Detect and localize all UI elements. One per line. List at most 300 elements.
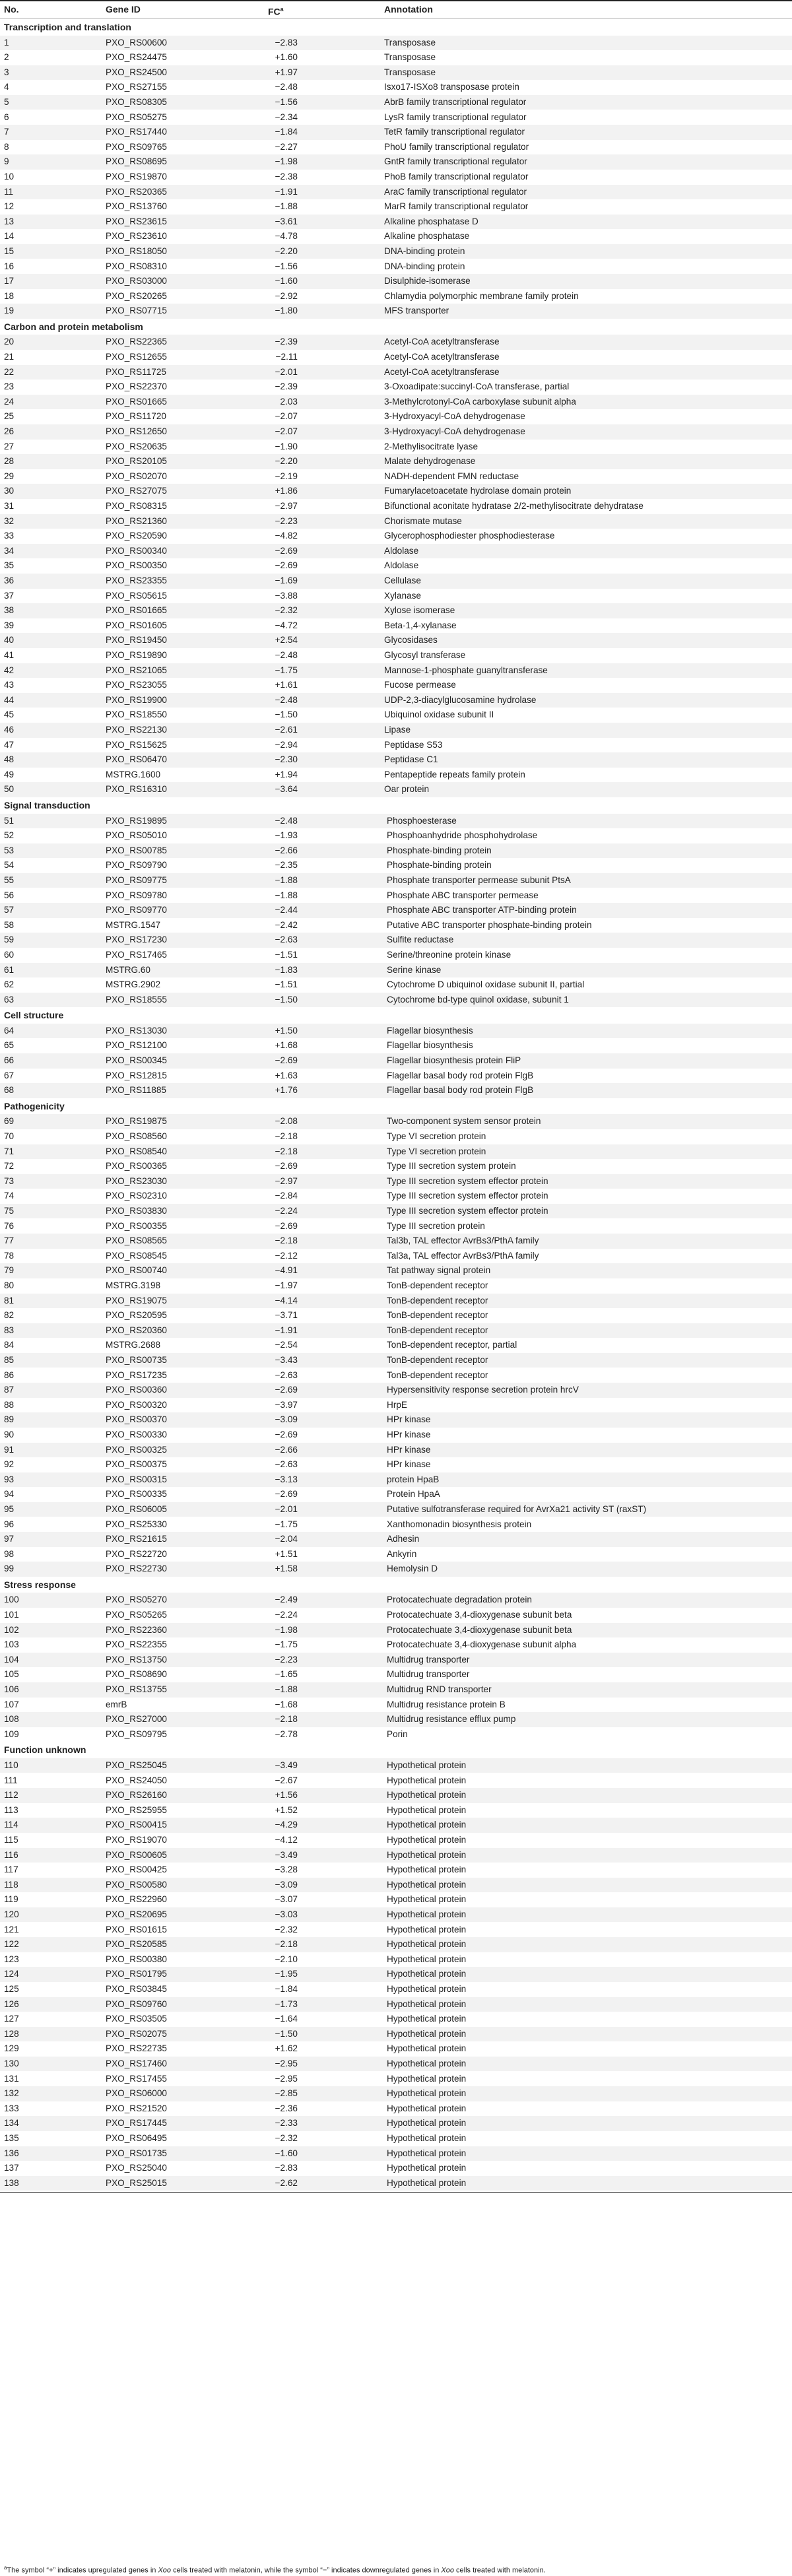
- cell-gene-id: PXO_RS00335: [106, 1489, 167, 1500]
- table-row: [0, 529, 792, 544]
- table-row: [0, 2057, 792, 2072]
- cell-fc: +1.61: [275, 680, 298, 690]
- cell-annotation: DNA-binding protein: [384, 246, 465, 256]
- cell-no: 116: [4, 1849, 18, 1860]
- cell-fc: −3.49: [275, 1849, 298, 1860]
- cell-annotation: Glycerophosphodiester phosphodiesterase: [384, 531, 555, 541]
- cell-gene-id: PXO_RS22130: [106, 725, 167, 735]
- cell-gene-id: PXO_RS00600: [106, 37, 167, 48]
- cell-fc: −2.32: [275, 2132, 298, 2143]
- cell-annotation: PhoB family transcriptional regulator: [384, 171, 529, 182]
- cell-annotation: Two-component system sensor protein: [387, 1116, 541, 1127]
- cell-fc: −1.73: [275, 1998, 298, 2009]
- cell-gene-id: PXO_RS09775: [106, 875, 167, 885]
- cell-gene-id: PXO_RS06470: [106, 754, 167, 765]
- cell-fc: +1.56: [275, 1790, 298, 1800]
- cell-fc: +1.94: [275, 769, 298, 779]
- table-row: [0, 365, 792, 380]
- cell-fc: −2.78: [275, 1729, 298, 1739]
- table-row: [0, 1129, 792, 1144]
- cell-no: 121: [4, 1924, 19, 1934]
- table-row: [0, 828, 792, 843]
- cell-annotation: Adhesin: [387, 1534, 420, 1544]
- cell-annotation: TetR family transcriptional regulator: [384, 127, 525, 137]
- cell-no: 108: [4, 1714, 19, 1725]
- cell-gene-id: PXO_RS05265: [106, 1610, 167, 1620]
- cell-no: 48: [4, 754, 15, 765]
- cell-annotation: Ankyrin: [387, 1548, 417, 1559]
- cell-no: 46: [4, 725, 15, 735]
- footnote-text-1: The symbol “+” indicates upregulated genes in: [7, 2566, 158, 2575]
- cell-fc: −2.08: [275, 1116, 298, 1127]
- cell-no: 101: [4, 1610, 19, 1620]
- cell-fc: −4.14: [275, 1295, 298, 1305]
- section-title: Carbon and protein metabolism: [4, 321, 143, 332]
- cell-fc: −2.66: [275, 1444, 298, 1455]
- cell-gene-id: PXO_RS00330: [106, 1429, 167, 1439]
- cell-no: 62: [4, 979, 15, 990]
- cell-annotation: Ubiquinol oxidase subunit II: [384, 710, 494, 720]
- cell-annotation: Acetyl-CoA acetyltransferase: [384, 352, 500, 362]
- table-row: [0, 424, 792, 440]
- cell-gene-id: PXO_RS05615: [106, 590, 167, 601]
- cell-gene-id: PXO_RS09770: [106, 905, 167, 915]
- cell-annotation: Type III secretion system effector protein: [387, 1205, 548, 1216]
- cell-annotation: NADH-dependent FMN reductase: [384, 471, 519, 481]
- cell-annotation: Xanthomonadin biosynthesis protein: [387, 1519, 532, 1529]
- cell-no: 49: [4, 769, 15, 779]
- cell-gene-id: PXO_RS00345: [106, 1055, 167, 1065]
- cell-gene-id: PXO_RS17460: [106, 2058, 167, 2068]
- cell-no: 77: [4, 1236, 15, 1246]
- table-row: [0, 1593, 792, 1608]
- table-row: [0, 1863, 792, 1878]
- cell-fc: −1.64: [275, 2014, 298, 2024]
- table-row: [0, 229, 792, 244]
- cell-fc: −1.51: [275, 949, 298, 960]
- cell-gene-id: PXO_RS06005: [106, 1503, 167, 1514]
- table-row: [0, 335, 792, 350]
- cell-annotation: Hypothetical protein: [387, 1998, 467, 2009]
- table-header-row: [0, 2, 792, 17]
- cell-annotation: Alkaline phosphatase D: [384, 216, 478, 226]
- section-title: Stress response: [4, 1579, 76, 1590]
- cell-no: 15: [4, 246, 15, 256]
- cell-annotation: Pentapeptide repeats family protein: [384, 769, 525, 779]
- table-row: [0, 1204, 792, 1219]
- cell-no: 99: [4, 1564, 15, 1574]
- cell-fc: −1.84: [275, 1983, 298, 1994]
- cell-annotation: Hypothetical protein: [387, 2177, 467, 2188]
- table-row: [0, 2041, 792, 2057]
- cell-annotation: Phosphoesterase: [387, 815, 457, 826]
- table-row: [0, 963, 792, 978]
- cell-gene-id: PXO_RS08310: [106, 261, 167, 271]
- table-row: [0, 1263, 792, 1278]
- cell-gene-id: PXO_RS09790: [106, 860, 167, 871]
- cell-annotation: Hypersensitivity response secretion protein hrcV: [387, 1385, 579, 1395]
- table-row: [0, 858, 792, 873]
- header-fc: [268, 2, 301, 19]
- cell-no: 130: [4, 2058, 19, 2068]
- cell-no: 66: [4, 1055, 15, 1065]
- cell-annotation: DNA-binding protein: [384, 261, 465, 271]
- table-row: [0, 618, 792, 634]
- cell-annotation: Multidrug transporter: [387, 1669, 470, 1680]
- table-row: [0, 454, 792, 469]
- cell-annotation: Hypothetical protein: [387, 2014, 467, 2024]
- cell-no: 54: [4, 860, 15, 871]
- cell-no: 56: [4, 890, 15, 900]
- cell-annotation: HrpE: [387, 1399, 407, 1410]
- table-row: [0, 50, 792, 65]
- cell-no: 16: [4, 261, 15, 271]
- cell-gene-id: PXO_RS03000: [106, 276, 167, 286]
- cell-no: 30: [4, 486, 15, 496]
- cell-annotation: Phosphate ABC transporter permease: [387, 890, 539, 900]
- cell-gene-id: PXO_RS06495: [106, 2132, 167, 2143]
- cell-no: 84: [4, 1340, 15, 1350]
- table-row: [0, 1083, 792, 1098]
- cell-annotation: Hypothetical protein: [387, 1760, 467, 1770]
- cell-fc: −2.24: [275, 1610, 298, 1620]
- cell-gene-id: PXO_RS01735: [106, 2148, 167, 2158]
- cell-fc: +1.63: [275, 1070, 298, 1080]
- cell-gene-id: PXO_RS19070: [106, 1834, 167, 1845]
- cell-annotation: HPr kinase: [387, 1444, 431, 1455]
- cell-annotation: Peptidase S53: [384, 739, 443, 750]
- cell-gene-id: PXO_RS00735: [106, 1354, 167, 1365]
- cell-annotation: Hypothetical protein: [387, 2058, 467, 2068]
- cell-fc: −3.09: [275, 1414, 298, 1425]
- cell-annotation: Protocatechuate 3,4-dioxygenase subunit beta: [387, 1624, 572, 1635]
- cell-no: 104: [4, 1654, 19, 1665]
- cell-no: 123: [4, 1954, 19, 1964]
- table-row: [0, 1848, 792, 1863]
- table-row: [0, 723, 792, 738]
- table-row: [0, 1833, 792, 1848]
- cell-annotation: Hypothetical protein: [387, 1983, 467, 1994]
- cell-fc: −2.69: [275, 560, 298, 571]
- cell-fc: −2.18: [275, 1939, 298, 1950]
- cell-annotation: Hypothetical protein: [387, 1790, 467, 1800]
- table-row: [0, 814, 792, 829]
- cell-fc: −1.69: [275, 576, 298, 585]
- cell-no: 95: [4, 1503, 15, 1514]
- table-row: [0, 65, 792, 81]
- cell-gene-id: PXO_RS09795: [106, 1729, 167, 1739]
- cell-gene-id: PXO_RS05270: [106, 1595, 167, 1605]
- cell-gene-id: PXO_RS19890: [106, 650, 167, 660]
- table-row: [0, 1114, 792, 1129]
- cell-fc: −1.56: [275, 261, 298, 271]
- cell-fc: +1.86: [275, 486, 298, 496]
- cell-gene-id: PXO_RS00415: [106, 1820, 167, 1830]
- cell-fc: −4.12: [275, 1834, 298, 1845]
- cell-annotation: Serine kinase: [387, 964, 442, 975]
- cell-gene-id: PXO_RS20595: [106, 1310, 167, 1321]
- cell-no: 102: [4, 1624, 19, 1635]
- cell-annotation: Flagellar biosynthesis: [387, 1025, 473, 1036]
- cell-annotation: Hypothetical protein: [387, 1879, 467, 1890]
- cell-gene-id: PXO_RS13030: [106, 1025, 167, 1036]
- cell-no: 69: [4, 1116, 15, 1127]
- cell-gene-id: emrB: [106, 1699, 127, 1709]
- cell-fc: −3.09: [275, 1879, 298, 1890]
- cell-annotation: 3-Hydroxyacyl-CoA dehydrogenase: [384, 426, 525, 436]
- cell-fc: −2.92: [275, 290, 298, 301]
- cell-annotation: Transposase: [384, 67, 436, 77]
- cell-no: 96: [4, 1519, 15, 1529]
- table-row: [0, 110, 792, 125]
- cell-no: 25: [4, 411, 15, 422]
- footnote-marker: a: [4, 2565, 7, 2571]
- cell-gene-id: PXO_RS00425: [106, 1865, 167, 1875]
- cell-annotation: 3-Hydroxyacyl-CoA dehydrogenase: [384, 411, 525, 422]
- cell-gene-id: PXO_RS00365: [106, 1161, 167, 1172]
- cell-annotation: Fucose permease: [384, 680, 456, 690]
- table-row: [0, 1294, 792, 1309]
- table-row: [0, 140, 792, 155]
- cell-no: 92: [4, 1459, 15, 1470]
- table-row: [0, 154, 792, 170]
- cell-no: 137: [4, 2163, 19, 2173]
- cell-gene-id: MSTRG.60: [106, 964, 150, 975]
- cell-fc: −2.23: [275, 1654, 298, 1665]
- cell-fc: 2.03: [280, 396, 298, 407]
- cell-annotation: 2-Methylisocitrate lyase: [384, 441, 478, 451]
- cell-fc: −3.61: [275, 216, 298, 226]
- cell-no: 21: [4, 352, 15, 362]
- cell-gene-id: PXO_RS00375: [106, 1459, 167, 1470]
- cell-fc: +1.68: [275, 1040, 298, 1051]
- table-row: [0, 589, 792, 604]
- cell-fc: +1.60: [275, 52, 298, 63]
- table-row: [0, 1517, 792, 1533]
- cell-gene-id: PXO_RS00605: [106, 1849, 167, 1860]
- table-row: [0, 1952, 792, 1967]
- cell-gene-id: PXO_RS06000: [106, 2088, 167, 2099]
- table-row: [0, 888, 792, 904]
- table-row: [0, 1773, 792, 1789]
- header-fc-superscript: a: [280, 6, 284, 13]
- cell-gene-id: PXO_RS00370: [106, 1414, 167, 1425]
- cell-gene-id: PXO_RS19870: [106, 171, 167, 182]
- cell-fc: −1.83: [275, 964, 298, 975]
- table-row: [0, 2072, 792, 2087]
- cell-fc: −1.98: [275, 156, 298, 167]
- cell-fc: −1.91: [275, 186, 298, 197]
- cell-fc: −2.54: [275, 1340, 298, 1350]
- cell-fc: −1.93: [275, 830, 298, 841]
- footnote-italic-1: Xoo: [158, 2566, 172, 2575]
- cell-fc: −1.95: [275, 1969, 298, 1979]
- cell-annotation: Cellulase: [384, 576, 421, 585]
- cell-fc: −1.60: [275, 2148, 298, 2158]
- cell-annotation: TonB-dependent receptor: [387, 1370, 488, 1380]
- cell-no: 79: [4, 1265, 15, 1276]
- cell-gene-id: PXO_RS18050: [106, 246, 167, 256]
- cell-gene-id: PXO_RS12650: [106, 426, 167, 436]
- cell-annotation: Hypothetical protein: [387, 2028, 467, 2039]
- table-top-rule: [0, 0, 792, 1]
- cell-annotation: LysR family transcriptional regulator: [384, 112, 527, 122]
- table-row: [0, 574, 792, 589]
- cell-gene-id: PXO_RS22370: [106, 381, 167, 392]
- cell-no: 134: [4, 2118, 19, 2129]
- cell-gene-id: PXO_RS19450: [106, 635, 167, 645]
- cell-no: 50: [4, 784, 15, 795]
- footnote-italic-2: Xoo: [441, 2566, 454, 2575]
- cell-fc: −1.68: [275, 1699, 298, 1709]
- cell-annotation: Hypothetical protein: [387, 1834, 467, 1845]
- cell-gene-id: PXO_RS00785: [106, 845, 167, 855]
- cell-annotation: Protocatechuate 3,4-dioxygenase subunit beta: [387, 1610, 572, 1620]
- table-row: [0, 185, 792, 200]
- cell-fc: −2.69: [275, 1161, 298, 1172]
- cell-annotation: Aldolase: [384, 560, 419, 571]
- footnote-text-2: cells treated with melatonin, while the symbol “−” indicates downregulated genes in: [171, 2566, 442, 2575]
- cell-fc: +1.76: [275, 1085, 298, 1096]
- cell-no: 71: [4, 1146, 15, 1156]
- cell-fc: −2.69: [275, 1385, 298, 1395]
- section-title: Function unknown: [4, 1744, 86, 1756]
- cell-gene-id: PXO_RS09765: [106, 141, 167, 152]
- table-row: [0, 1653, 792, 1668]
- cell-annotation: Hypothetical protein: [387, 1969, 467, 1979]
- cell-annotation: Phosphate transporter permease subunit PtsA: [387, 875, 571, 885]
- cell-fc: −2.67: [275, 1775, 298, 1785]
- cell-gene-id: PXO_RS03845: [106, 1983, 167, 1994]
- table-row: [0, 1788, 792, 1803]
- table-row: [0, 514, 792, 529]
- cell-no: 61: [4, 964, 15, 975]
- cell-annotation: 3-Oxoadipate:succinyl-CoA transferase, partial: [384, 381, 570, 392]
- footnote-text-3: cells treated with melatonin.: [453, 2566, 546, 2575]
- cell-gene-id: PXO_RS20105: [106, 456, 167, 467]
- cell-annotation: Hypothetical protein: [387, 2148, 467, 2158]
- cell-fc: −3.13: [275, 1474, 298, 1484]
- cell-fc: −2.95: [275, 2058, 298, 2068]
- cell-fc: −2.27: [275, 141, 298, 152]
- cell-gene-id: PXO_RS24475: [106, 52, 167, 63]
- section-title: Pathogenicity: [4, 1100, 65, 1111]
- cell-annotation: Putative sulfotransferase required for AvrXa21 activity ST (raxST): [387, 1503, 647, 1514]
- cell-no: 26: [4, 426, 15, 436]
- cell-no: 89: [4, 1414, 15, 1425]
- table-row: [0, 1637, 792, 1653]
- cell-gene-id: PXO_RS08560: [106, 1131, 167, 1141]
- cell-gene-id: PXO_RS11725: [106, 366, 166, 377]
- cell-no: 43: [4, 680, 15, 690]
- cell-fc: −2.83: [275, 37, 298, 48]
- cell-fc: −2.84: [275, 1191, 298, 1201]
- cell-no: 87: [4, 1385, 15, 1395]
- table-row: [0, 648, 792, 663]
- cell-annotation: Mannose-1-phosphate guanyltransferase: [384, 665, 548, 675]
- table-row: [0, 1308, 792, 1323]
- table-row: [0, 1428, 792, 1443]
- cell-fc: −2.10: [275, 1954, 298, 1964]
- cell-no: 93: [4, 1474, 15, 1484]
- cell-fc: −2.48: [275, 694, 298, 705]
- cell-annotation: Type VI secretion protein: [387, 1146, 486, 1156]
- cell-no: 128: [4, 2028, 19, 2039]
- cell-fc: −2.19: [275, 471, 298, 481]
- cell-no: 107: [4, 1699, 19, 1709]
- cell-no: 10: [4, 171, 15, 182]
- cell-no: 114: [4, 1820, 18, 1830]
- cell-no: 52: [4, 830, 15, 841]
- cell-annotation: Flagellar biosynthesis: [387, 1040, 473, 1051]
- cell-annotation: Multidrug RND transporter: [387, 1684, 492, 1694]
- cell-no: 36: [4, 576, 15, 585]
- cell-fc: −1.50: [275, 2028, 298, 2039]
- table-row: [0, 1937, 792, 1952]
- table-row: [0, 663, 792, 678]
- cell-gene-id: PXO_RS19900: [106, 694, 167, 705]
- cell-fc: −2.30: [275, 754, 298, 765]
- cell-gene-id: PXO_RS09760: [106, 1998, 167, 2009]
- cell-no: 20: [4, 337, 15, 347]
- cell-gene-id: PXO_RS27155: [106, 82, 167, 92]
- cell-annotation: Hypothetical protein: [387, 1804, 467, 1815]
- table-row: [0, 708, 792, 723]
- table-row: [0, 1712, 792, 1727]
- cell-gene-id: PXO_RS25955: [106, 1804, 167, 1815]
- cell-no: 27: [4, 441, 15, 451]
- table-row: [0, 1472, 792, 1488]
- header-no: No.: [4, 4, 19, 15]
- section-title: Transcription and translation: [4, 22, 131, 32]
- cell-gene-id: PXO_RS22355: [106, 1639, 167, 1650]
- cell-annotation: 3-Methylcrotonyl-CoA carboxylase subunit alpha: [384, 396, 576, 407]
- cell-no: 44: [4, 694, 15, 705]
- cell-no: 39: [4, 620, 15, 630]
- cell-no: 82: [4, 1310, 15, 1321]
- cell-no: 68: [4, 1085, 15, 1096]
- cell-annotation: TonB-dependent receptor: [387, 1354, 488, 1365]
- cell-no: 86: [4, 1370, 15, 1380]
- cell-annotation: Hypothetical protein: [387, 1939, 467, 1950]
- cell-fc: −2.97: [275, 501, 298, 511]
- cell-no: 112: [4, 1790, 18, 1800]
- cell-no: 41: [4, 650, 15, 660]
- cell-gene-id: PXO_RS00380: [106, 1954, 167, 1964]
- cell-gene-id: PXO_RS08315: [106, 501, 167, 511]
- cell-gene-id: MSTRG.1547: [106, 919, 161, 930]
- cell-gene-id: PXO_RS25045: [106, 1760, 167, 1770]
- cell-annotation: Multidrug resistance protein B: [387, 1699, 506, 1709]
- cell-gene-id: PXO_RS22735: [106, 2043, 167, 2054]
- cell-no: 80: [4, 1280, 15, 1290]
- cell-annotation: Glycosidases: [384, 635, 438, 645]
- cell-fc: +1.97: [275, 67, 298, 77]
- cell-no: 72: [4, 1161, 15, 1172]
- cell-no: 13: [4, 216, 15, 226]
- cell-fc: −3.49: [275, 1760, 298, 1770]
- cell-no: 85: [4, 1354, 15, 1365]
- cell-gene-id: PXO_RS09780: [106, 890, 167, 900]
- cell-annotation: Phosphate-binding protein: [387, 845, 492, 855]
- table-row: [0, 2027, 792, 2042]
- cell-fc: −2.32: [275, 1924, 298, 1934]
- cell-fc: −1.75: [275, 1519, 298, 1529]
- cell-gene-id: PXO_RS17230: [106, 935, 167, 945]
- cell-fc: −4.78: [275, 231, 298, 242]
- table-row: [0, 1502, 792, 1517]
- cell-annotation: Hypothetical protein: [387, 1954, 467, 1964]
